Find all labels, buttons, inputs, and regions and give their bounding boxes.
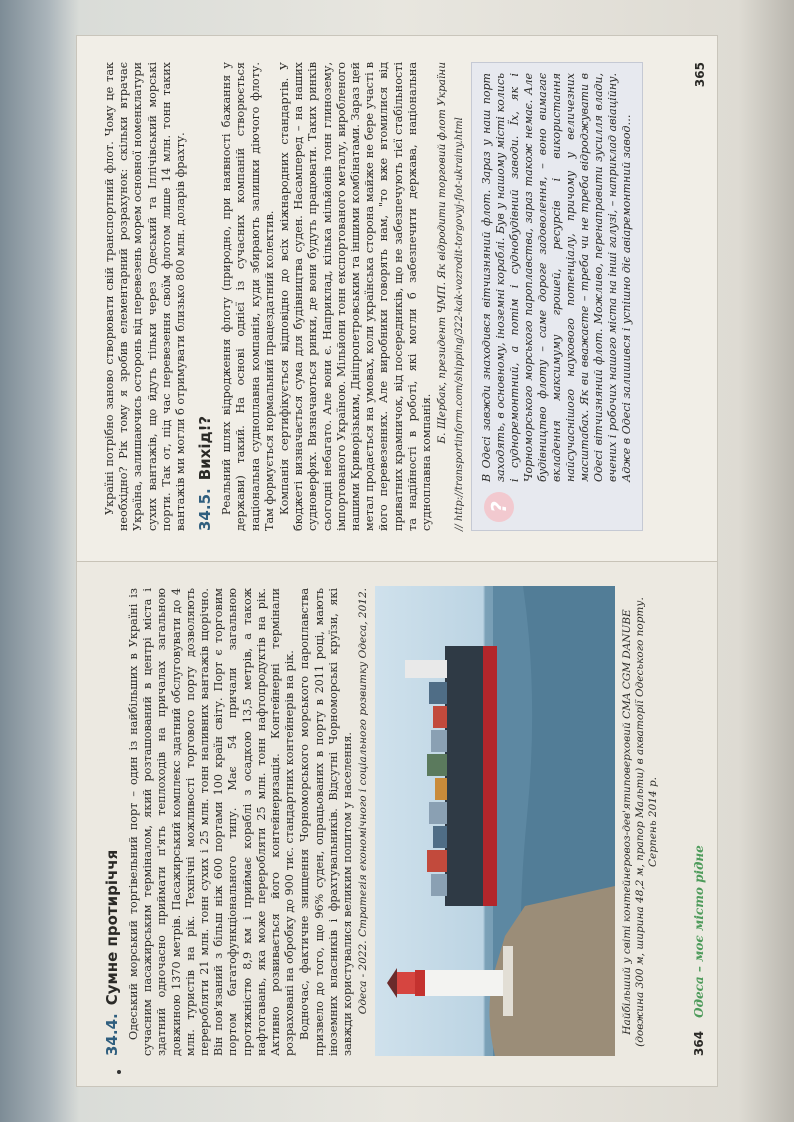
page-number: 364 bbox=[692, 1030, 706, 1056]
page-footer bbox=[688, 588, 707, 1056]
paragraph: Водночас, фактичне знищення Чорноморського морського пароплавства призвело до того, що 96% суден, опрацьованих в порту в 2011 році, мають іноземних власників і фрахтувальників. Відсутні Чорноморські круїзи, які завжди користувалися великим попитом у населення. bbox=[298, 588, 355, 1056]
port-photo bbox=[375, 586, 615, 1056]
lighthouse-ship-illustration bbox=[375, 586, 615, 1056]
paragraph: Одеський морський торгівельний порт – один із найбільших в Україні із сучасним пасажирським терміналом, який розташований в центрі міста і здатний одночасно приймати п'ять теплоходів на причалах загальною довжиною 1370 метрів. Пасажирський комплекс здатний обслуговувати до 4 млн. туристів на рік. Технічні можливості торгового порту дозволяють переробляти 21 млн. тонн сухих і 25 млн. тонн наливних вантажів щорічно. Він пов'язаний з більш ніж 600 портами 100 країн світу. Порт є торговим портом багатофункціонального типу. Має 54 причали загальною протяжністю 8,9 км і приймає кораблі з осадкою 13,5 метрів, а також нафтогавань, яка може переробляти 25 млн. тонн нафтопродуктів на рік. Активно розвивається його контейнеризація. Контейнерні термінали розраховані на обробку до 900 тис. стандартних контейнерів на рік. bbox=[127, 588, 297, 1056]
paragraph: Реальний шлях відродження флоту (природно, при наявності бажання у держави) такий. На основі однієї із сучасних компаній створюється національна судноплавна компанія, куди збирають залишки діючого флоту. Там формується нормальний працездатний колектив. bbox=[220, 62, 276, 531]
section-title: Сумне протиріччя bbox=[103, 849, 121, 1006]
dot-mark bbox=[117, 1070, 121, 1074]
section-title: Вихід!? bbox=[196, 415, 215, 481]
section-number: 34.5. bbox=[196, 488, 215, 531]
source-url: // http://transportinform.com/shipping/322-kak-vozrodit-torgovyj-flot-ukrainy.html bbox=[454, 117, 466, 531]
discussion-text: В Одесі завжди знаходився вітчизняний флот. Зараз у наш порт заходять, в основному, іноземні кораблі. Був у нашому місті колись і судноремонтний, а потім і суднобудівний заводи. Їх, як і Чорноморського морського пароплавства, зараз також немає. Але будівництво флоту – саме дороге задоволення, – воно вимагає вкладення максимуму грошей, ресурсів і використання найсучаснішого наукового потенціалу, причому у величезних масштабах. Як ви вважаєте – треба чи не треба відроджувати в Одесі вітчизняний флот. Можливо, перенаправити зусилля влади, вчених і робочих нашого міста на інші галузі, – наприклад авіаційну. Адже в Одесі залишився і успішно діє авіаремонтний завод… bbox=[480, 73, 634, 482]
running-title: Одеса – моє місто рідне bbox=[692, 845, 706, 1018]
paragraph: Україні потрібно заново створювати свій транспортний флот. Чому це так необхідно? Рік тому я зробив елементарний розрахунок: скільки втрачає Україна, залишаючись осторонь від перевезень морем основної номенклатури сухих вантажів, що йдуть тільки через Одеський та Іллічівський морські порти. Так от, під час перевезення своїм флотом лише 14 млн. тонн таких вантажів ми могли б отримувати близько 800 млн. доларів фрахту. bbox=[103, 62, 188, 531]
discussion-box bbox=[471, 62, 643, 531]
paragraph: Компанія сертифікується відповідно до всіх міжнародних стандартів. У бюджеті визначається сума для будівництва суден. Насамперед – на наших суднoверфях. Визначаються ринки, де вони будуть працювати. Таких ринків сьогодні небагато. Але вони є. Наприклад, кілька мільйонів тонн глинозему, імпортованого Україною. Мільйони тонн експортованого металу, виробленого нашими Криворізьким, Дніпропетровським та іншими комбінатами. Зараз цей метал продається на умовах, коли українська сторона майже не бере участі в його перевезеннях. Але виробники говорять нам, "то вже втомилися від приватних крамничок, від посередників, що не забезпечують тієї стабільності та надійності в роботі, які могли б забезпечити держава, національна судноплавна компанія. bbox=[278, 62, 434, 531]
section-heading bbox=[103, 588, 121, 1056]
question-mark-icon: ? bbox=[484, 492, 514, 522]
page-number: 365 bbox=[693, 62, 707, 88]
book-spread bbox=[77, 36, 717, 1086]
section-heading bbox=[196, 62, 214, 531]
page-footer bbox=[693, 62, 707, 531]
source-citation: Б. Щербак, президент ЧМП. Як відродити торговий флот України bbox=[436, 62, 449, 444]
page-364 bbox=[77, 561, 717, 1086]
photo-caption: Найбільший у світі контейнеровоз-дев'ятиповерховий CMA CGM DANUBE (довжина 300 м, ширина 48,2 м, прапор Мальти) в акваторії Одеського порту. Серпень 2014 р. bbox=[621, 597, 660, 1047]
page-365 bbox=[77, 36, 717, 561]
source-citation: Одеса - 2022. Стратегія економічного і соціального розвитку Одеса, 2012. bbox=[357, 588, 370, 1015]
section-number: 34.4. bbox=[103, 1013, 121, 1056]
